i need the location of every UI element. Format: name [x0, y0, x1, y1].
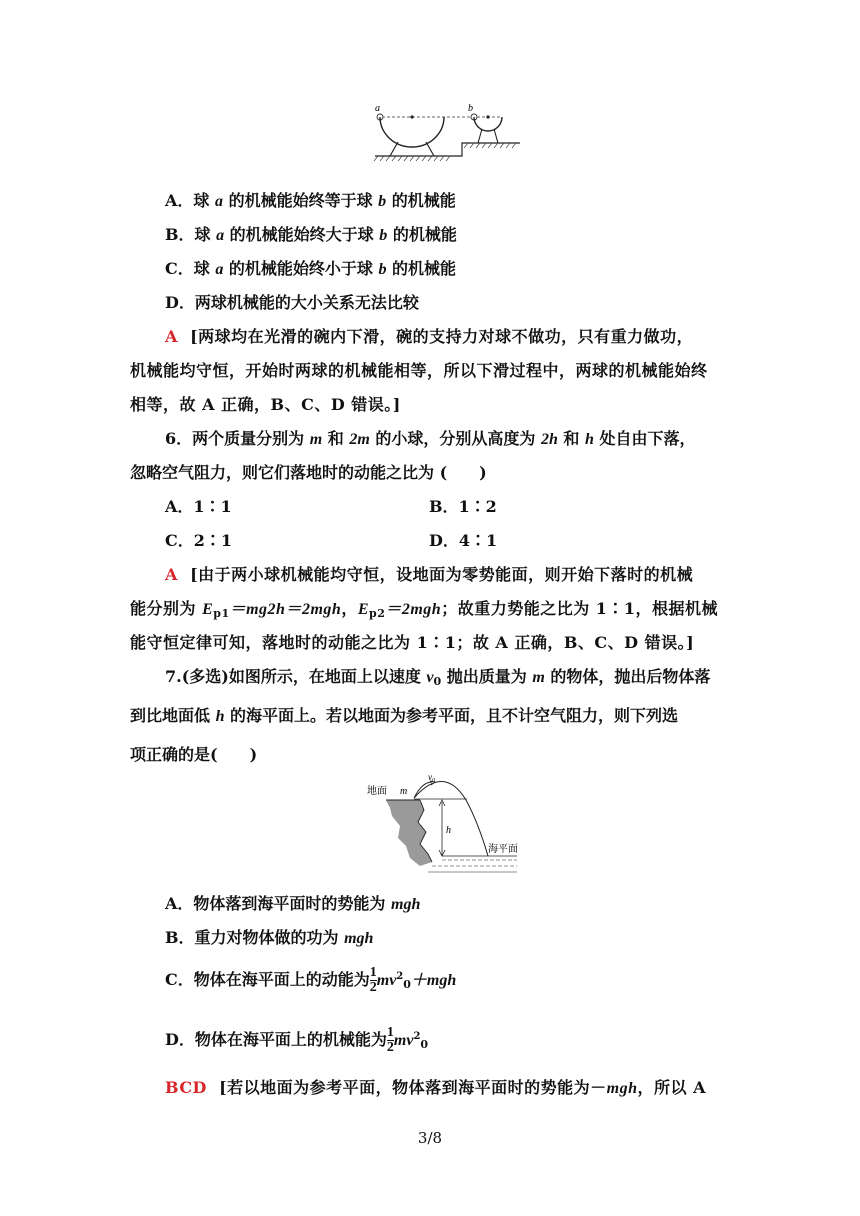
fraction-one-half: $\frac{1}{2}$: [386, 1025, 394, 1055]
q7-answer: BCD: [165, 1078, 207, 1097]
fraction-one-half: $\frac{1}{2}$: [369, 965, 377, 995]
q5-option-b: B．球 a 的机械能始终大于球 b 的机械能: [165, 225, 457, 244]
q7-stem-line1: 7.(多选)如图所示，在地面上以速度 $v_0$ 抛出质量为 m 的物体，抛出后物体落: [165, 667, 711, 688]
q7-option-b: B．重力对物体做的功为 mgh: [165, 928, 374, 947]
q7-explanation-line1: BCD [若以地面为参考平面，物体落到海平面时的势能为－mgh，所以 A: [165, 1078, 706, 1097]
q5-explanation-line2: 机械能均守恒，开始时两球的机械能相等，所以下滑过程中，两球的机械能始终: [130, 361, 708, 380]
q6-option-d: D．4∶1: [429, 531, 498, 550]
q5-explanation-line1: A [两球均在光滑的碗内下滑，碗的支持力对球不做功，只有重力做功，: [165, 327, 694, 346]
q7-option-d: D．物体在海平面上的机械能为 $\frac{1}{2}$ $mv^2_0$: [165, 1025, 429, 1055]
q7-stem-line2: 到比地面低 h 的海平面上。若以地面为参考平面，且不计空气阻力，则下列选: [130, 706, 679, 725]
cliff-sea-figure: [362, 770, 527, 885]
label-h: h: [446, 825, 451, 836]
q6-option-b: B．1∶2: [429, 497, 497, 516]
q5-explanation-line3: 相等，故 A 正确，B、C、D 错误。]: [130, 395, 401, 414]
label-v0: $v_0$: [428, 772, 435, 784]
q6-explanation-line3: 能守恒定律可知，落地时的动能之比为 1∶1；故 A 正确，B、C、D 错误。]: [130, 633, 695, 652]
label-b: b: [468, 103, 473, 114]
two-bowls-figure: [370, 100, 530, 175]
q7-option-c: C．物体在海平面上的动能为 $\frac{1}{2}$ $mv^2_0+mgh$: [165, 965, 457, 995]
q5-option-c: C．球 a 的机械能始终小于球 b 的机械能: [165, 259, 457, 278]
q6-explanation-line2: 能分别为 $E_{p1}=mg2h=2mgh$，$E_{p2}=2mgh$；故重力势能之比为 1∶1，根据机械: [130, 599, 719, 620]
page-number: 3/8: [417, 1129, 443, 1147]
label-m: m: [400, 786, 408, 797]
label-ground: 地面: [367, 786, 387, 797]
q5-option-d: D．两球机械能的大小关系无法比较: [165, 293, 419, 312]
q5-option-a: A．球 a 的机械能始终等于球 b 的机械能: [165, 191, 456, 210]
q6-option-a: A．1∶1: [165, 497, 232, 516]
q5-answer: A: [165, 327, 178, 346]
q6-stem-line2: 忽略空气阻力，则它们落地时的动能之比为 ( ): [130, 463, 487, 482]
q6-stem-line1: 6．两个质量分别为 m 和 2m 的小球，分别从高度为 2h 和 h 处自由下落，: [165, 429, 696, 448]
label-sea: 海平面: [488, 844, 518, 855]
q6-option-c: C．2∶1: [165, 531, 233, 550]
q7-option-a: A．物体落到海平面时的势能为 mgh: [165, 894, 421, 913]
q6-answer: A: [165, 565, 178, 584]
q6-explanation-line1: A [由于两小球机械能均守恒，设地面为零势能面，则开始下落时的机械: [165, 565, 694, 584]
label-a: a: [375, 103, 380, 114]
q7-stem-line3: 项正确的是( ): [130, 745, 258, 764]
